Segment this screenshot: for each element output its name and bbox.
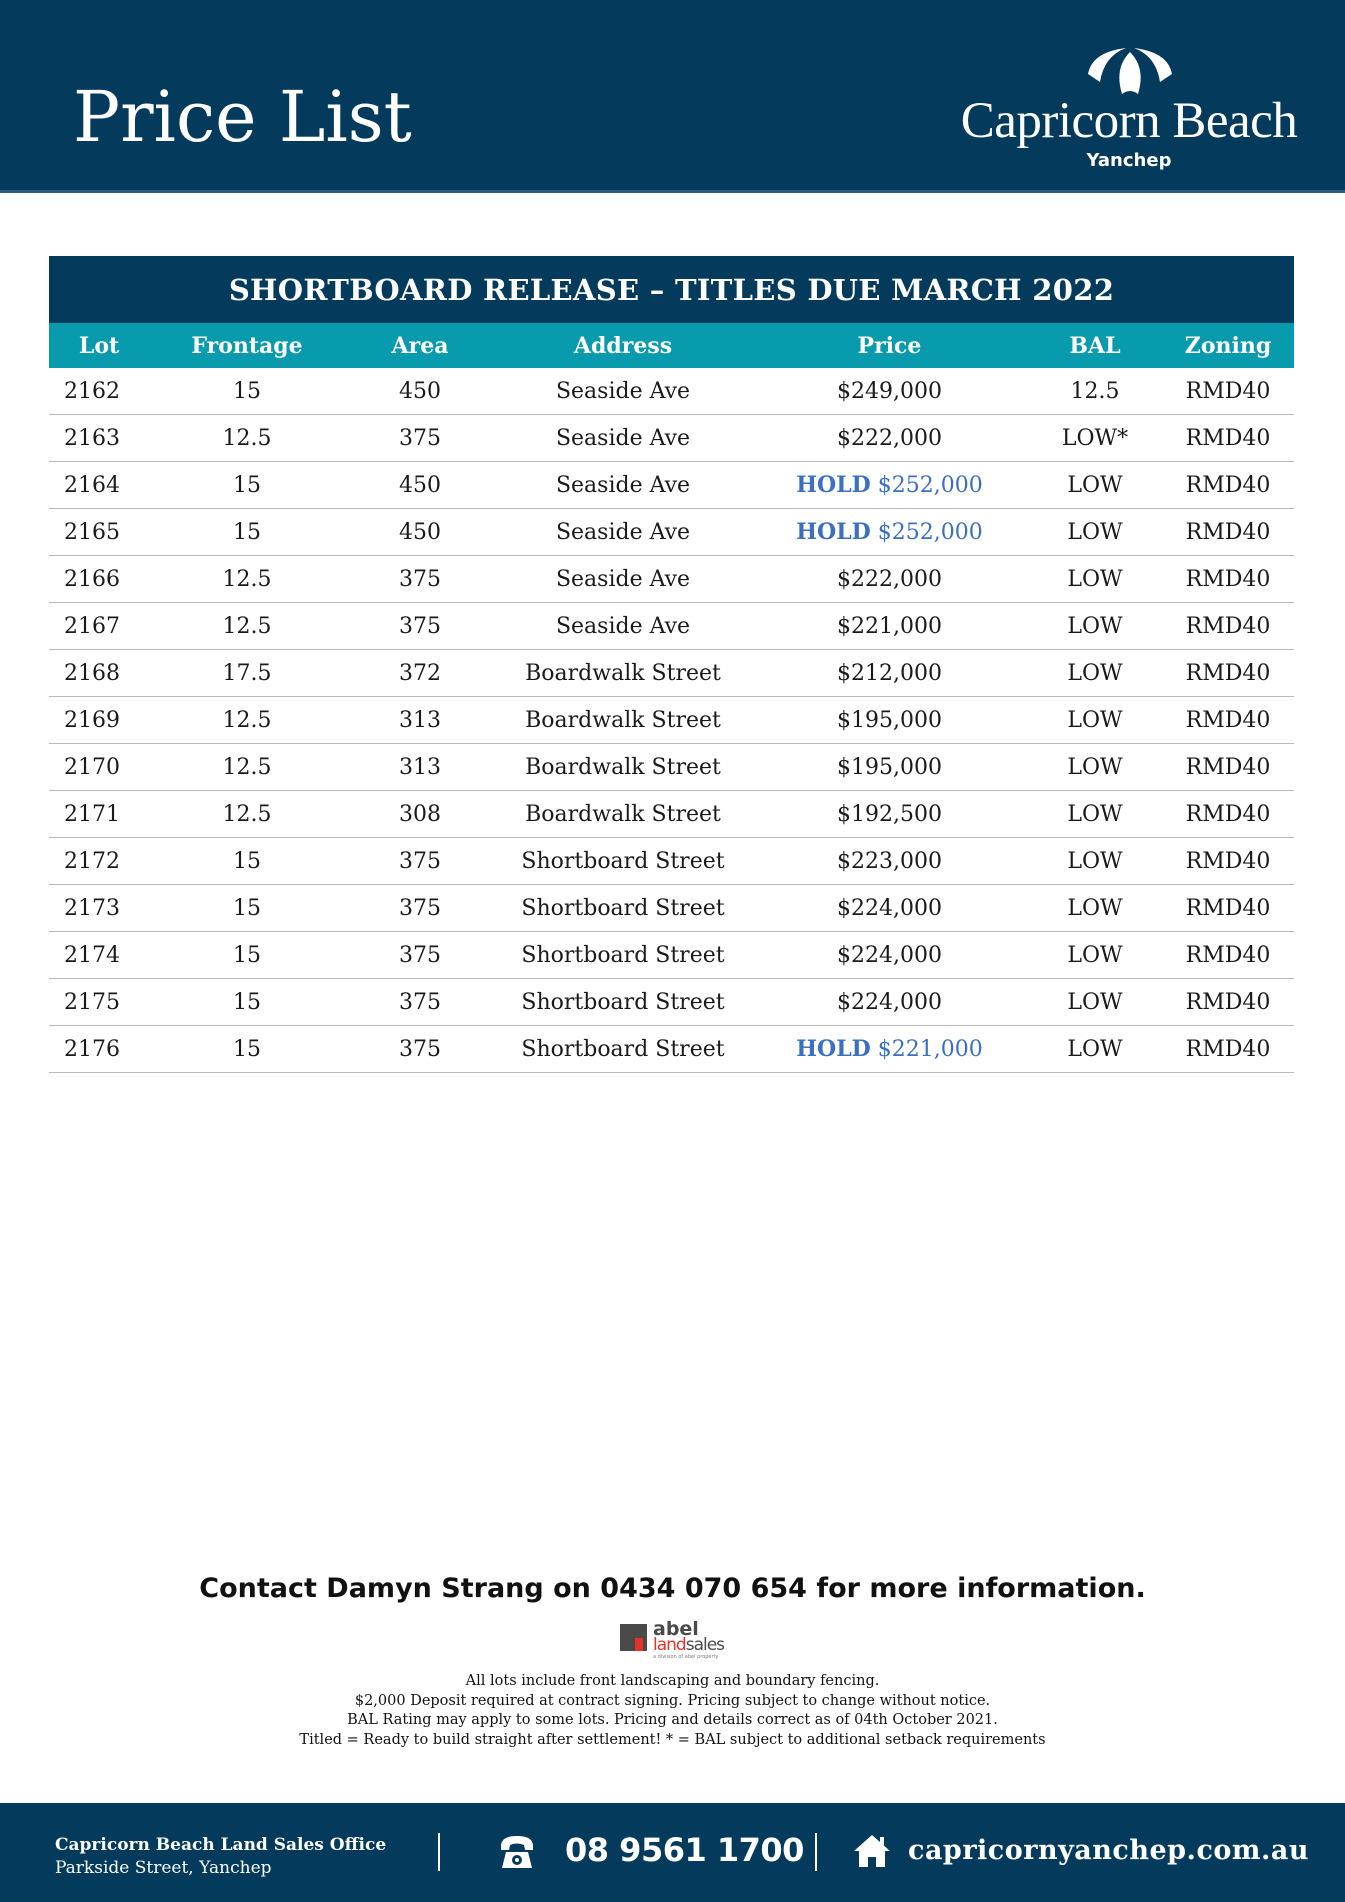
price-value: $224,000 — [837, 989, 942, 1015]
table-row — [49, 650, 1294, 697]
cell-price — [751, 556, 1028, 603]
table-row — [49, 979, 1294, 1026]
column-header-zoning: Zoning — [1162, 323, 1294, 368]
office-name: Capricorn Beach Land Sales Office — [55, 1835, 387, 1855]
note-line: Titled = Ready to build straight after settlement! * = BAL subject to additional setback requirements — [299, 1731, 1046, 1748]
cell-zoning: RMD40 — [1162, 509, 1294, 556]
table-row — [49, 509, 1294, 556]
cell-frontage: 17.5 — [149, 650, 345, 697]
price-value: $212,000 — [837, 660, 942, 686]
cell-address: Boardwalk Street — [495, 744, 751, 791]
price-table — [49, 323, 1294, 1073]
hold-badge: HOLD — [796, 519, 871, 545]
cell-zoning: RMD40 — [1162, 791, 1294, 838]
brand-logo — [949, 46, 1309, 176]
cell-bal: LOW — [1028, 556, 1162, 603]
cell-address: Shortboard Street — [495, 979, 751, 1026]
cell-zoning: RMD40 — [1162, 838, 1294, 885]
cell-frontage: 15 — [149, 462, 345, 509]
cell-bal: 12.5 — [1028, 368, 1162, 415]
cell-lot: 2175 — [49, 979, 149, 1026]
table-row — [49, 932, 1294, 979]
cell-price — [751, 368, 1028, 415]
column-header-price: Price — [751, 323, 1028, 368]
cell-frontage: 12.5 — [149, 556, 345, 603]
cell-price — [751, 1026, 1028, 1073]
cell-area: 375 — [345, 1026, 495, 1073]
cell-bal: LOW* — [1028, 415, 1162, 462]
cell-area: 450 — [345, 462, 495, 509]
cell-frontage: 15 — [149, 838, 345, 885]
cell-frontage: 12.5 — [149, 791, 345, 838]
page-title: Price List — [73, 76, 412, 158]
sales-office — [55, 1834, 386, 1880]
cell-lot: 2164 — [49, 462, 149, 509]
price-value: $252,000 — [877, 473, 983, 498]
cell-price — [751, 415, 1028, 462]
cell-area: 375 — [345, 979, 495, 1026]
cell-bal: LOW — [1028, 697, 1162, 744]
abel-logo-tagline: a division of abel property — [653, 1654, 719, 1660]
cell-address: Shortboard Street — [495, 885, 751, 932]
cell-zoning: RMD40 — [1162, 885, 1294, 932]
cell-lot: 2173 — [49, 885, 149, 932]
cell-zoning: RMD40 — [1162, 650, 1294, 697]
cell-zoning: RMD40 — [1162, 1026, 1294, 1073]
table-row — [49, 603, 1294, 650]
price-value: $192,500 — [837, 801, 942, 827]
cell-lot: 2167 — [49, 603, 149, 650]
table-row — [49, 838, 1294, 885]
price-value: $221,000 — [877, 1037, 983, 1062]
cell-price — [751, 697, 1028, 744]
cell-area: 372 — [345, 650, 495, 697]
cell-bal: LOW — [1028, 462, 1162, 509]
abel-logo-sales: sales — [685, 1635, 725, 1655]
cell-address: Boardwalk Street — [495, 697, 751, 744]
cell-price — [751, 603, 1028, 650]
footer — [0, 1803, 1345, 1902]
cell-address: Shortboard Street — [495, 838, 751, 885]
table-row — [49, 368, 1294, 415]
footer-divider — [438, 1833, 440, 1871]
cell-address: Boardwalk Street — [495, 791, 751, 838]
cell-price — [751, 979, 1028, 1026]
cell-frontage: 15 — [149, 885, 345, 932]
cell-frontage: 15 — [149, 979, 345, 1026]
column-header-address: Address — [495, 323, 751, 368]
cell-price — [751, 932, 1028, 979]
price-value: $249,000 — [837, 378, 942, 404]
hold-badge: HOLD — [796, 472, 871, 498]
table-row — [49, 415, 1294, 462]
cell-zoning: RMD40 — [1162, 979, 1294, 1026]
cell-lot: 2162 — [49, 368, 149, 415]
cell-area: 375 — [345, 932, 495, 979]
cell-area: 375 — [345, 415, 495, 462]
release-title: SHORTBOARD RELEASE – TITLES DUE MARCH 2022 — [49, 256, 1294, 323]
cell-price — [751, 744, 1028, 791]
brand-location: Yanchep — [1086, 150, 1172, 171]
cell-price — [751, 509, 1028, 556]
cell-zoning: RMD40 — [1162, 744, 1294, 791]
price-value: $222,000 — [837, 425, 942, 451]
price-value: $252,000 — [877, 520, 983, 545]
cell-address: Boardwalk Street — [495, 650, 751, 697]
cell-lot: 2170 — [49, 744, 149, 791]
office-address: Parkside Street, Yanchep — [55, 1858, 272, 1878]
price-value: $224,000 — [837, 942, 942, 968]
phone-number[interactable]: 08 9561 1700 — [565, 1831, 804, 1869]
price-value: $195,000 — [837, 707, 942, 733]
cell-zoning: RMD40 — [1162, 556, 1294, 603]
cell-lot: 2169 — [49, 697, 149, 744]
cell-bal: LOW — [1028, 885, 1162, 932]
cell-bal: LOW — [1028, 603, 1162, 650]
cell-lot: 2174 — [49, 932, 149, 979]
cell-frontage: 12.5 — [149, 415, 345, 462]
cell-area: 450 — [345, 368, 495, 415]
cell-zoning: RMD40 — [1162, 603, 1294, 650]
abel-logo-land: land — [653, 1635, 686, 1655]
cell-price — [751, 791, 1028, 838]
cell-frontage: 15 — [149, 1026, 345, 1073]
cell-area: 375 — [345, 838, 495, 885]
cell-lot: 2168 — [49, 650, 149, 697]
note-line: BAL Rating may apply to some lots. Pricing and details correct as of 04th October 2021. — [347, 1712, 998, 1728]
note-line: All lots include front landscaping and boundary fencing. — [465, 1673, 880, 1689]
price-value: $224,000 — [837, 895, 942, 921]
phone-icon — [498, 1833, 536, 1871]
cell-frontage: 15 — [149, 932, 345, 979]
cell-bal: LOW — [1028, 932, 1162, 979]
cell-lot: 2171 — [49, 791, 149, 838]
cell-address: Seaside Ave — [495, 462, 751, 509]
cell-frontage: 15 — [149, 509, 345, 556]
price-value: $223,000 — [837, 848, 942, 874]
cell-zoning: RMD40 — [1162, 415, 1294, 462]
price-value: $222,000 — [837, 566, 942, 592]
price-value: $221,000 — [837, 613, 942, 639]
cell-lot: 2163 — [49, 415, 149, 462]
cell-bal: LOW — [1028, 838, 1162, 885]
cell-price — [751, 885, 1028, 932]
cell-area: 450 — [345, 509, 495, 556]
column-header-bal: BAL — [1028, 323, 1162, 368]
table-row — [49, 697, 1294, 744]
cell-price — [751, 462, 1028, 509]
cell-frontage: 12.5 — [149, 744, 345, 791]
cell-address: Seaside Ave — [495, 415, 751, 462]
cell-area: 375 — [345, 556, 495, 603]
cell-zoning: RMD40 — [1162, 462, 1294, 509]
cell-area: 375 — [345, 885, 495, 932]
table-row — [49, 744, 1294, 791]
price-value: $195,000 — [837, 754, 942, 780]
umbrella-icon — [1082, 46, 1178, 98]
cell-bal: LOW — [1028, 650, 1162, 697]
table-row — [49, 791, 1294, 838]
column-header-frontage: Frontage — [149, 323, 345, 368]
cell-address: Seaside Ave — [495, 603, 751, 650]
cell-zoning: RMD40 — [1162, 368, 1294, 415]
table-row — [49, 556, 1294, 603]
cell-address: Seaside Ave — [495, 368, 751, 415]
table-row — [49, 462, 1294, 509]
cell-address: Shortboard Street — [495, 932, 751, 979]
footer-divider — [815, 1833, 817, 1871]
column-header-area: Area — [345, 323, 495, 368]
cell-price — [751, 650, 1028, 697]
header — [0, 0, 1345, 193]
abel-logo-landsales — [653, 1637, 724, 1654]
home-icon — [853, 1833, 891, 1869]
website-link[interactable]: capricornyanchep.com.au — [908, 1835, 1309, 1866]
cell-frontage: 12.5 — [149, 697, 345, 744]
cell-frontage: 15 — [149, 368, 345, 415]
table-header-row — [49, 323, 1294, 368]
cell-bal: LOW — [1028, 791, 1162, 838]
cell-lot: 2172 — [49, 838, 149, 885]
cell-area: 375 — [345, 603, 495, 650]
cell-address: Seaside Ave — [495, 509, 751, 556]
cell-bal: LOW — [1028, 509, 1162, 556]
column-header-lot: Lot — [49, 323, 149, 368]
cell-zoning: RMD40 — [1162, 932, 1294, 979]
cell-bal: LOW — [1028, 1026, 1162, 1073]
cell-lot: 2176 — [49, 1026, 149, 1073]
cell-lot: 2166 — [49, 556, 149, 603]
cell-zoning: RMD40 — [1162, 697, 1294, 744]
abel-logo-mark — [620, 1624, 647, 1651]
cell-address: Shortboard Street — [495, 1026, 751, 1073]
disclaimer-notes — [0, 1672, 1345, 1750]
hold-badge: HOLD — [796, 1036, 871, 1062]
cell-area: 313 — [345, 744, 495, 791]
cell-frontage: 12.5 — [149, 603, 345, 650]
price-table-section — [49, 256, 1294, 1073]
contact-line: Contact Damyn Strang on 0434 070 654 for more information. — [199, 1573, 1146, 1604]
cell-bal: LOW — [1028, 744, 1162, 791]
cell-lot: 2165 — [49, 509, 149, 556]
cell-price — [751, 838, 1028, 885]
table-row — [49, 1026, 1294, 1073]
abel-landsales-logo — [620, 1618, 730, 1662]
cell-address: Seaside Ave — [495, 556, 751, 603]
cell-area: 308 — [345, 791, 495, 838]
brand-name: Capricorn Beach — [960, 93, 1298, 149]
cell-bal: LOW — [1028, 979, 1162, 1026]
note-line: $2,000 Deposit required at contract signing. Pricing subject to change without notice. — [354, 1692, 991, 1709]
abel-logo-word: abel — [653, 1618, 699, 1640]
cell-area: 313 — [345, 697, 495, 744]
table-row — [49, 885, 1294, 932]
